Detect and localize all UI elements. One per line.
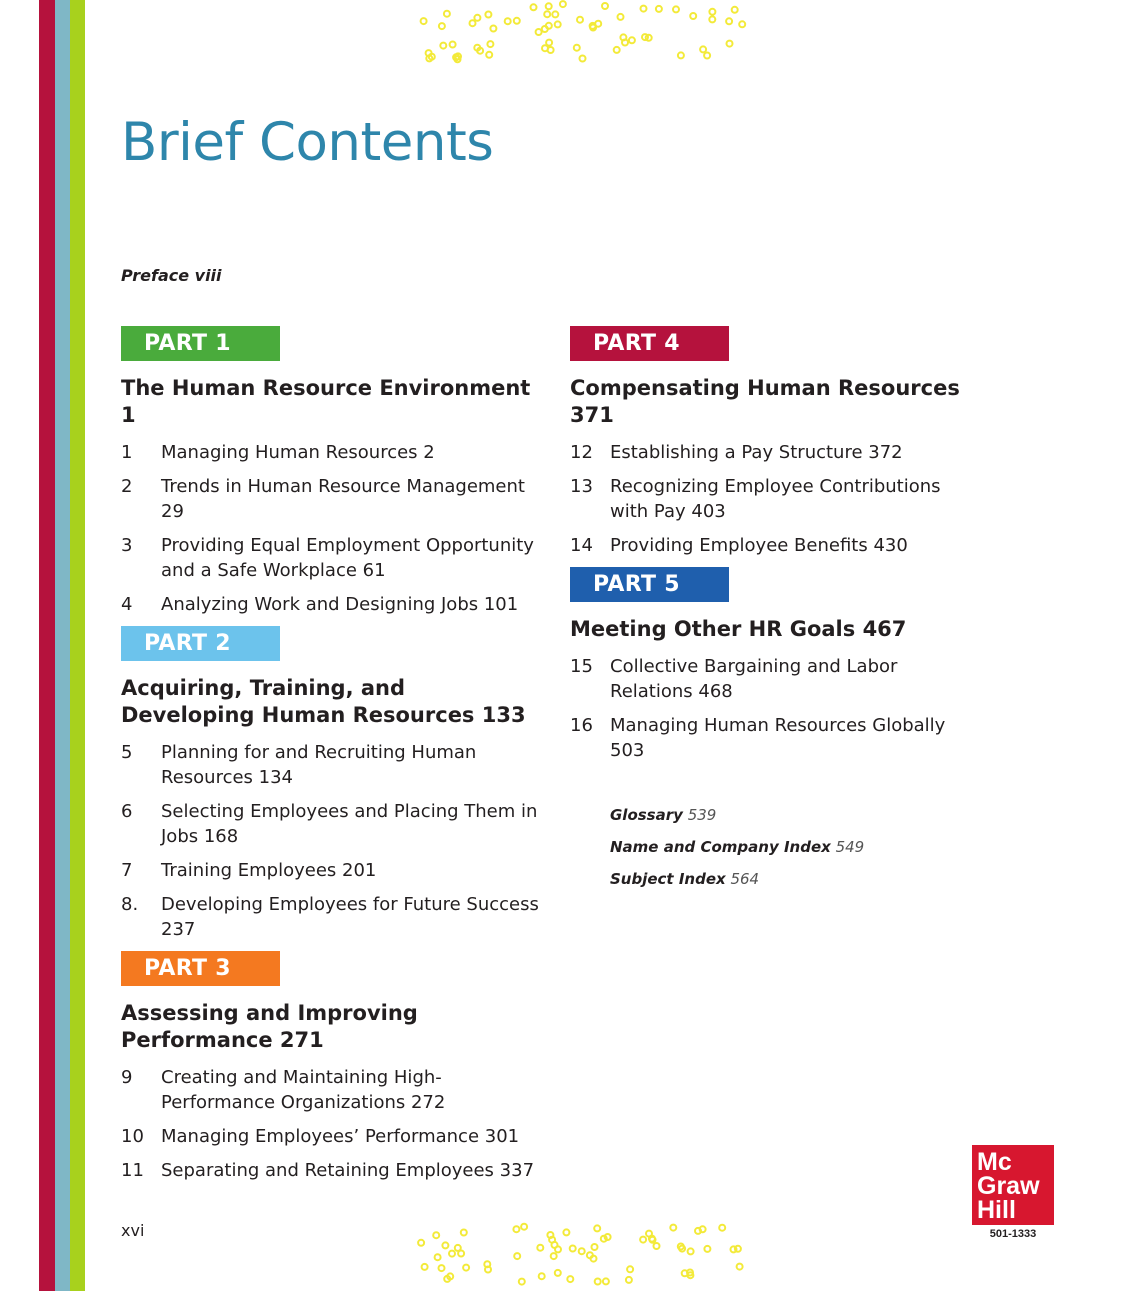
decorative-dot [739,21,745,27]
decorative-dot [656,6,662,12]
chapter-number: 2 [121,476,133,497]
decorative-dot [570,1246,576,1252]
chapter-title: Analyzing Work and Designing Jobs 101 [161,594,519,615]
decorative-dot [421,18,427,24]
part-title: Acquiring, Training, and Developing Human Resources 133 [121,676,526,727]
decorative-dot [649,1236,655,1242]
decorative-dot [548,47,554,53]
part-banner: PART 4 [570,326,729,361]
decorative-dot [546,40,552,46]
decorative-dot [670,1225,676,1231]
chapter-number: 15 [570,656,593,677]
decorative-dot [595,1279,601,1285]
decorative-dot [439,23,445,29]
decorative-dot [514,1253,520,1259]
chapter-entry[interactable] [570,713,970,763]
decorative-dot [455,1245,461,1251]
decorative-dot [442,1242,448,1248]
decorative-dot [531,4,537,10]
decorative-dot [587,1252,593,1258]
decorative-dot [688,1248,694,1254]
chapter-number: 12 [570,442,593,463]
decorative-dot [551,1253,557,1259]
chapter-title: Selecting Employees and Placing Them in Jobs 168 [161,801,538,847]
chapter-number: 10 [121,1126,144,1147]
page-number: xvi [121,1221,145,1240]
decorative-dot [521,1224,527,1230]
decorative-dot [439,1265,445,1271]
chapter-title: Developing Employees for Future Success 237 [161,894,539,940]
decorative-dot [590,25,596,31]
decorative-dot [537,1245,543,1251]
decorative-dot [602,3,608,9]
decorative-dot [444,11,450,17]
back-matter-label: Glossary [610,806,683,824]
side-stripe-blue [55,0,70,1291]
dot-pattern-bottom [415,1222,747,1286]
decorative-dot [461,1230,467,1236]
decorative-dot [592,1244,598,1250]
chapter-number: 9 [121,1067,133,1088]
chapter-entry[interactable] [570,474,970,524]
part-title: Assessing and Improving Performance 271 [121,1001,418,1052]
back-matter-label: Name and Company Index [610,838,831,856]
decorative-dot [539,1273,545,1279]
decorative-dot [622,40,628,46]
chapter-entry[interactable] [121,1124,551,1149]
decorative-dot [719,1225,725,1231]
part-banner: PART 5 [570,567,729,602]
decorative-dot [519,1279,525,1285]
chapter-entry[interactable] [570,440,970,465]
back-matter-label: Subject Index [610,870,726,888]
decorative-dot [555,1270,561,1276]
decorative-dot [709,9,715,15]
back-matter-list [610,799,970,895]
decorative-dot [487,41,493,47]
decorative-dot [486,52,492,58]
chapter-number: 13 [570,476,593,497]
decorative-dot [449,1251,455,1257]
logo-line-1: Mc [977,1148,1012,1176]
decorative-dot [574,45,580,51]
decorative-dot [640,1237,646,1243]
chapter-number: 4 [121,594,133,615]
decorative-dot [627,1266,633,1272]
decorative-dot [470,20,476,26]
decorative-dot [732,7,738,13]
back-matter-page: 549 [835,838,865,856]
part-section [121,626,551,942]
decorative-dot [700,46,706,52]
decorative-dot [485,12,491,18]
chapter-entry[interactable] [121,1158,551,1183]
decorative-dot [418,1240,424,1246]
chapter-title: Providing Employee Benefits 430 [610,535,908,556]
part-section [570,567,970,763]
decorative-dot [474,45,480,51]
chapter-title: Managing Employees’ Performance 301 [161,1126,520,1147]
decorative-dot [485,1267,491,1273]
decorative-dot [549,1237,555,1243]
chapter-title: Providing Equal Employment Opportunity and a Safe Workplace 61 [161,535,534,581]
preface-entry: Preface viii [121,266,222,285]
decorative-dot [577,17,583,23]
decorative-dot [490,26,496,32]
part-title: The Human Resource Environment 1 [121,376,531,427]
part-banner: PART 3 [121,951,280,986]
decorative-dot [737,1264,743,1270]
chapter-title: Planning for and Recruiting Human Resources 134 [161,742,477,788]
dot-pattern-top [415,0,747,64]
part-title: Meeting Other HR Goals 467 [570,617,907,641]
decorative-dot [552,11,558,17]
decorative-dot [544,11,550,17]
decorative-dot [673,6,679,12]
decorative-dot [474,15,480,21]
chapter-entry[interactable] [121,1065,551,1115]
chapter-entry[interactable] [121,440,551,465]
decorative-dot [450,42,456,48]
decorative-dot [514,18,520,24]
chapter-title: Trends in Human Resource Management 29 [161,476,525,522]
side-stripe-green [70,0,85,1291]
part-banner: PART 1 [121,326,280,361]
chapter-title: Training Employees 201 [161,860,377,881]
chapter-entry[interactable] [121,592,551,617]
chapter-number: 11 [121,1160,144,1181]
chapter-title: Establishing a Pay Structure 372 [610,442,903,463]
decorative-dot [567,1276,573,1282]
decorative-dot [546,23,552,29]
chapter-entry[interactable] [121,799,551,849]
chapter-number: 6 [121,801,133,822]
decorative-dot [700,1226,706,1232]
decorative-dot [709,16,715,22]
side-stripe-red [39,0,55,1291]
decorative-dot [641,6,647,12]
decorative-dot [614,47,620,53]
back-matter-page: 539 [687,806,717,824]
part-title: Compensating Human Resources 371 [570,376,960,427]
decorative-dot [435,1254,441,1260]
decorative-dot [726,18,732,24]
logo-line-2: Graw [977,1172,1040,1200]
chapter-number: 8. [121,894,139,915]
decorative-dot [560,1,566,7]
decorative-dot [735,1246,741,1252]
back-matter-entry[interactable] [610,863,970,895]
chapter-number: 7 [121,860,133,881]
chapter-entry[interactable] [121,740,551,790]
left-column [121,326,551,1192]
decorative-dot [594,1225,600,1231]
decorative-dot [654,1243,660,1249]
part-section [121,951,551,1183]
chapter-number: 3 [121,535,133,556]
decorative-dot [629,37,635,43]
part-section [570,326,970,558]
chapter-entry[interactable] [121,533,551,583]
back-matter-entry[interactable] [610,799,970,831]
decorative-dot [605,1234,611,1240]
chapter-entry[interactable] [121,858,551,883]
part-banner: PART 2 [121,626,280,661]
back-matter-page: 564 [730,870,760,888]
chapter-title: Managing Human Resources Globally 503 [610,715,946,761]
decorative-dot [505,18,511,24]
right-column [570,326,970,895]
decorative-dot [704,53,710,59]
decorative-dot [690,13,696,19]
back-matter-entry[interactable] [610,831,970,863]
decorative-dot [513,1226,519,1232]
decorative-dot [603,1278,609,1284]
decorative-dot [678,52,684,58]
decorative-dot [555,21,561,27]
decorative-dot [618,14,624,20]
decorative-dot [463,1265,469,1271]
decorative-dot [563,1229,569,1235]
decorative-dot [579,1248,585,1254]
decorative-dot [626,1277,632,1283]
chapter-number: 1 [121,442,133,463]
chapter-title: Recognizing Employee Contributions with Pay 403 [610,476,941,522]
decorative-dot [727,41,733,47]
chapter-number: 16 [570,715,593,736]
chapter-entry[interactable] [121,892,551,942]
chapter-title: Separating and Retaining Employees 337 [161,1160,535,1181]
decorative-dot [536,29,542,35]
chapter-title: Collective Bargaining and Labor Relations 468 [610,656,898,702]
chapter-title: Creating and Maintaining High-Performance Organizations 272 [161,1067,446,1113]
decorative-dot [580,56,586,62]
chapter-number: 14 [570,535,593,556]
decorative-dot [546,3,552,9]
decorative-dot [422,1264,428,1270]
page-title: Brief Contents [121,112,494,173]
decorative-dot [440,43,446,49]
decorative-dot [433,1232,439,1238]
chapter-title: Managing Human Resources 2 [161,442,435,463]
decorative-dot [704,1246,710,1252]
chapter-entry[interactable] [121,474,551,524]
part-section [121,326,551,617]
logo-line-3: Hill [977,1196,1016,1224]
logo-code: 501-1333 [989,1228,1037,1240]
chapter-entry[interactable] [570,654,970,704]
chapter-number: 5 [121,742,133,763]
mcgraw-hill-logo [972,1145,1054,1225]
chapter-entry[interactable] [570,533,970,558]
